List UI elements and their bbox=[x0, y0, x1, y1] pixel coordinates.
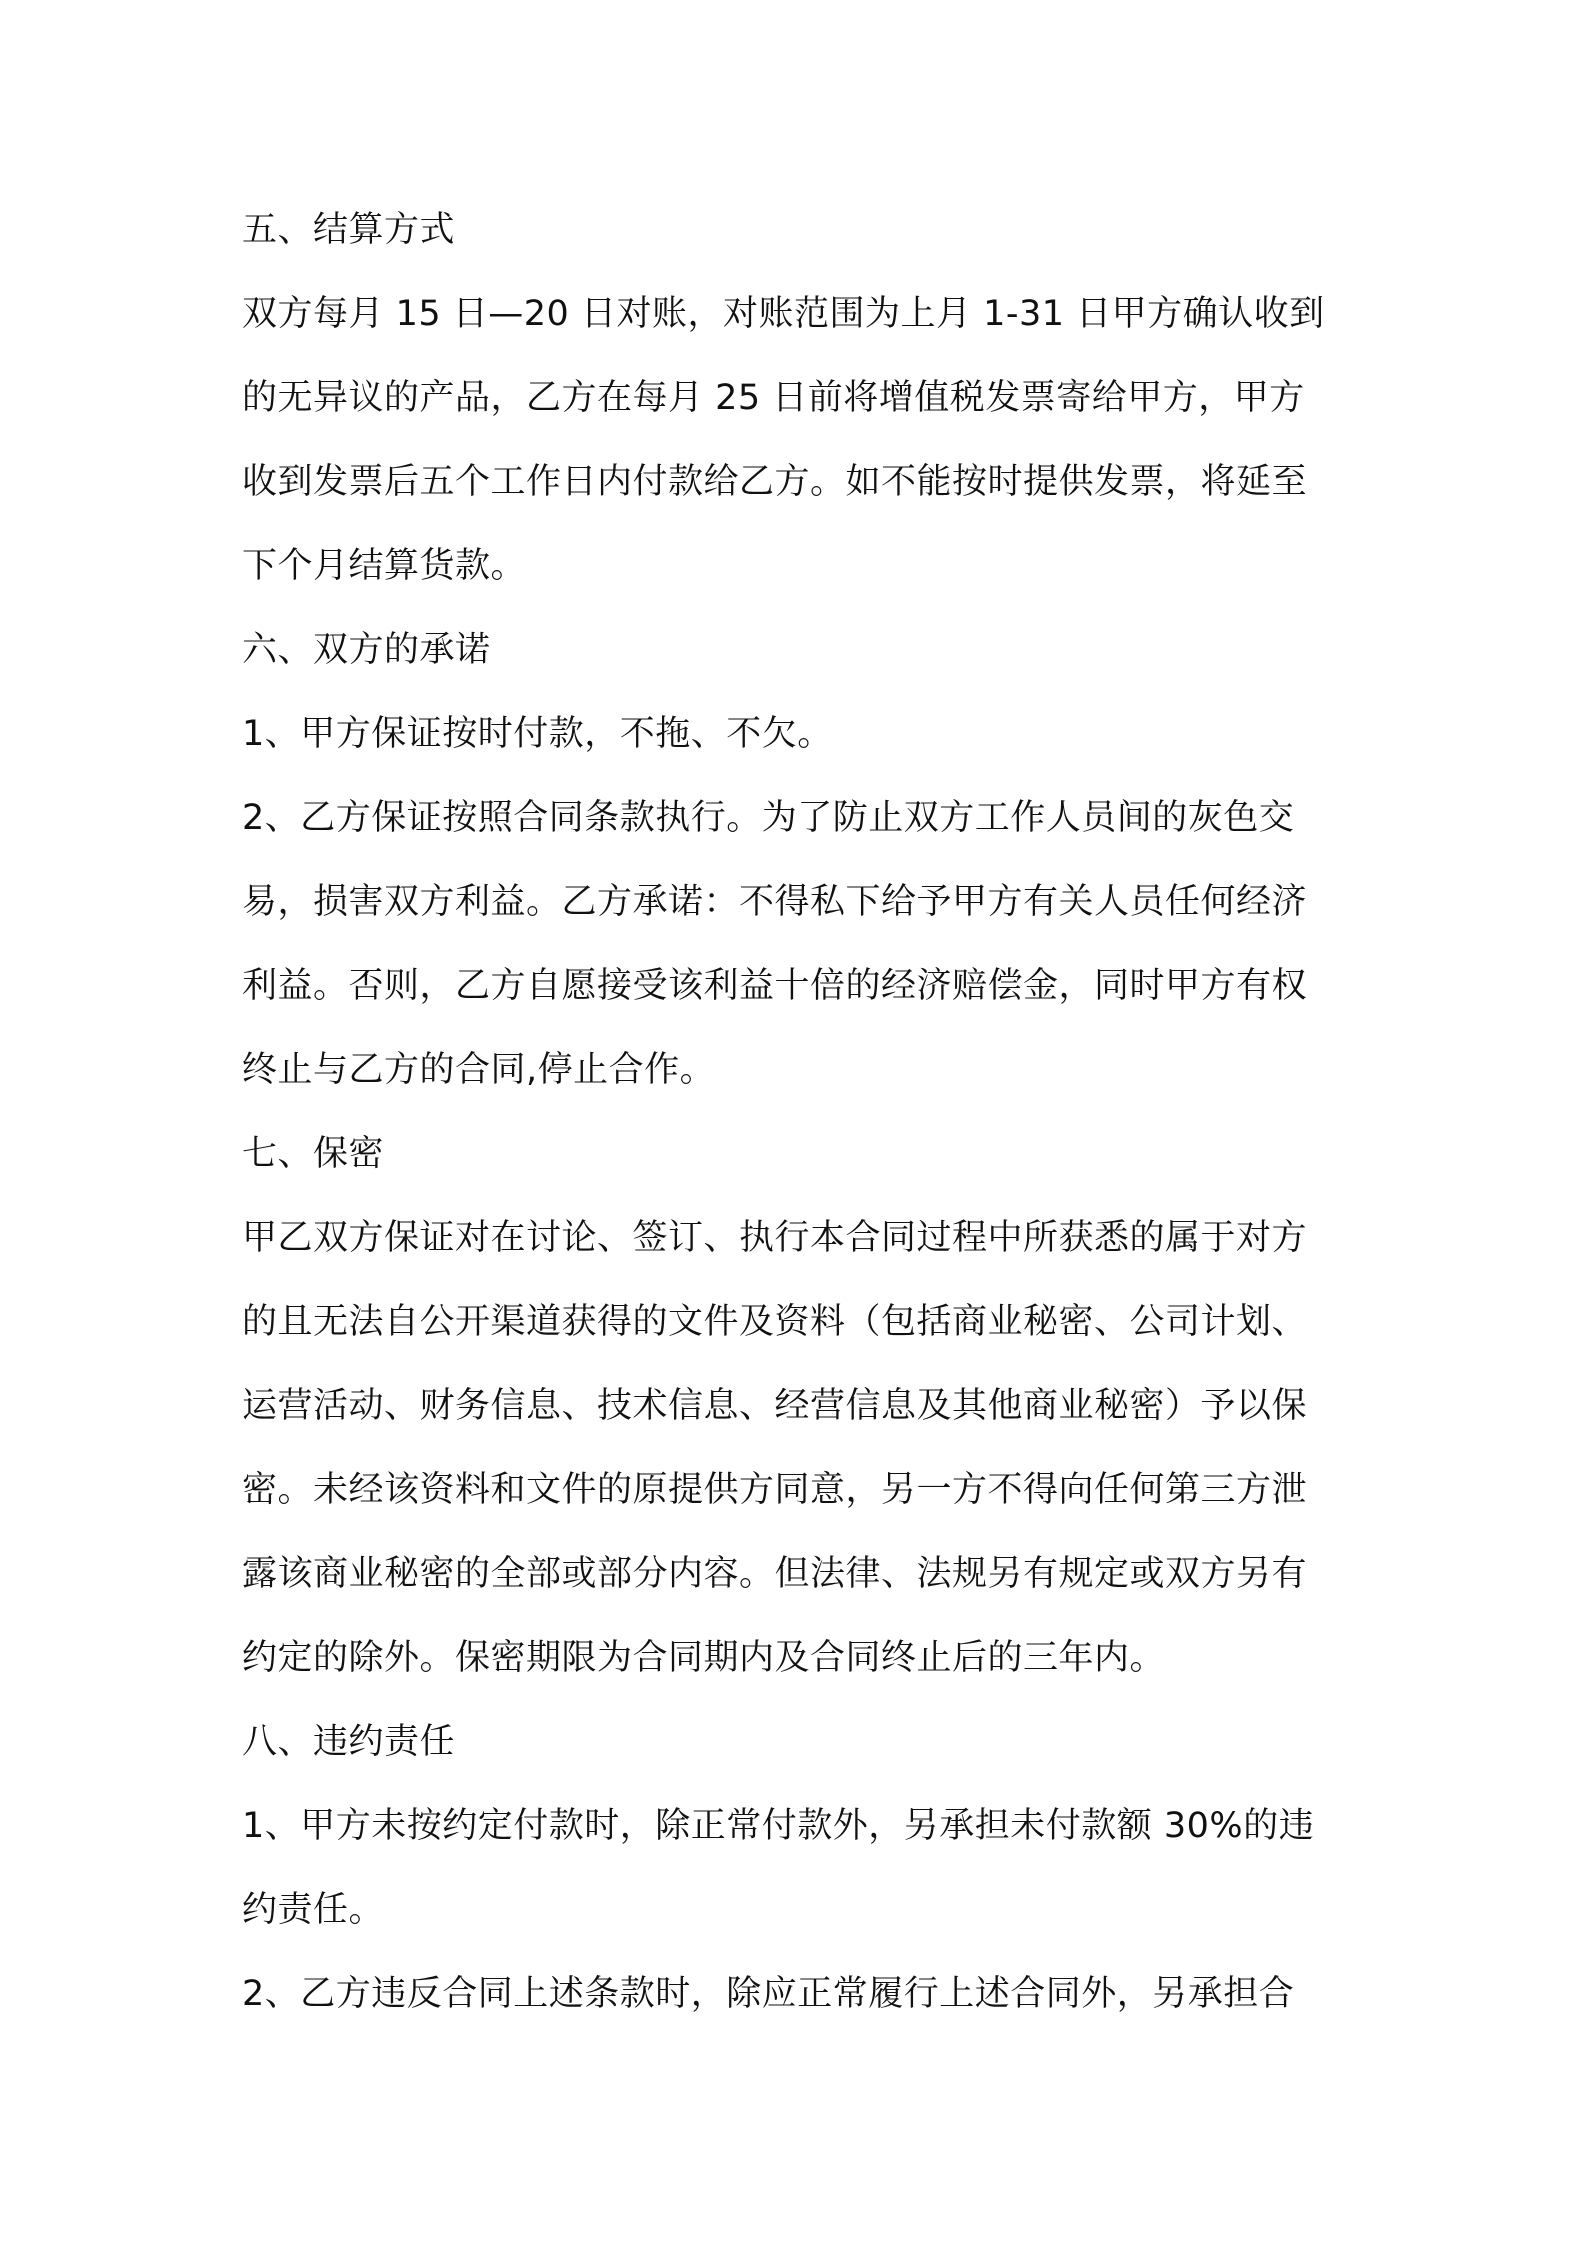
section-heading-settlement: 五、结算方式 bbox=[242, 210, 456, 250]
paragraph-line: 收到发票后五个工作日内付款给乙方。如不能按时提供发票，将延至 bbox=[242, 462, 1308, 502]
paragraph-line: 的无异议的产品，乙方在每月 25 日前将增值税发票寄给甲方，甲方 bbox=[242, 378, 1305, 418]
paragraph-line: 1、甲方未按约定付款时，除正常付款外，另承担未付款额 30%的违 bbox=[242, 1806, 1315, 1846]
paragraph-line: 约责任。 bbox=[242, 1890, 385, 1930]
paragraph-line: 密。未经该资料和文件的原提供方同意，另一方不得向任何第三方泄 bbox=[242, 1470, 1308, 1510]
section-heading-commitments: 六、双方的承诺 bbox=[242, 630, 491, 670]
paragraph-line: 双方每月 15 日—20 日对账，对账范围为上月 1-31 日甲方确认收到 bbox=[242, 294, 1325, 334]
section-heading-liability: 八、违约责任 bbox=[242, 1722, 456, 1762]
paragraph-line: 2、乙方保证按照合同条款执行。为了防止双方工作人员间的灰色交 bbox=[242, 798, 1295, 838]
paragraph-line: 1、甲方保证按时付款，不拖、不欠。 bbox=[242, 714, 833, 754]
paragraph-line: 下个月结算货款。 bbox=[242, 546, 527, 586]
paragraph-line: 露该商业秘密的全部或部分内容。但法律、法规另有规定或双方另有 bbox=[242, 1554, 1308, 1594]
paragraph-line: 易，损害双方利益。乙方承诺：不得私下给予甲方有关人员任何经济 bbox=[242, 882, 1308, 922]
paragraph-line: 约定的除外。保密期限为合同期内及合同终止后的三年内。 bbox=[242, 1638, 1166, 1678]
section-heading-confidentiality: 七、保密 bbox=[242, 1134, 385, 1174]
paragraph-line: 终止与乙方的合同,停止合作。 bbox=[242, 1050, 716, 1090]
paragraph-line: 利益。否则，乙方自愿接受该利益十倍的经济赔偿金，同时甲方有权 bbox=[242, 966, 1308, 1006]
paragraph-line: 运营活动、财务信息、技术信息、经营信息及其他商业秘密）予以保 bbox=[242, 1386, 1308, 1426]
paragraph-line: 2、乙方违反合同上述条款时，除应正常履行上述合同外，另承担合 bbox=[242, 1974, 1295, 2014]
paragraph-line: 的且无法自公开渠道获得的文件及资料（包括商业秘密、公司计划、 bbox=[242, 1302, 1308, 1342]
paragraph-line: 甲乙双方保证对在讨论、签订、执行本合同过程中所获悉的属于对方 bbox=[242, 1218, 1308, 1258]
